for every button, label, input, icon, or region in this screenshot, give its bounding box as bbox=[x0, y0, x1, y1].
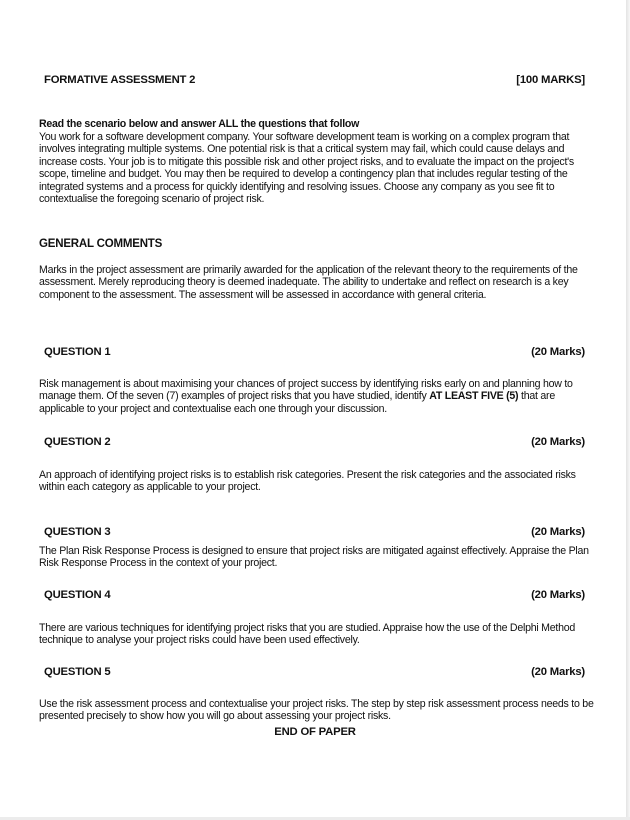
question-4-text: There are various techniques for identifying project risks that you are studied. Appraise how the use of the Delphi Method technique to analyse your project risks could have been used effectively. bbox=[39, 622, 575, 647]
scenario-heading: Read the scenario below and answer ALL the questions that follow bbox=[39, 118, 360, 130]
total-marks: [100 MARKS] bbox=[516, 74, 585, 86]
question-1-emphasis: AT LEAST FIVE (5) bbox=[429, 390, 519, 403]
question-4-marks: (20 Marks) bbox=[531, 589, 585, 601]
question-5-label: QUESTION 5 bbox=[44, 666, 111, 678]
question-1-text-part: Risk management is about maximising your chances of project success by identifying risks early on and planning how to manage them. Of the seven (7) examples of project risks that you have studied, identify bbox=[39, 378, 573, 403]
page-edge-shadow bbox=[626, 0, 630, 820]
question-3-label: QUESTION 3 bbox=[44, 526, 111, 538]
general-comments-text: Marks in the project assessment are primarily awarded for the application of the relevant theory to the requirements of the assessment. Merely reproducing theory is deemed inadequate. The ability to undertake and reflect on research is a key component to the assessment. The assessment will be assessed in accordance with general criteria. bbox=[39, 264, 578, 301]
question-1-label: QUESTION 1 bbox=[44, 346, 111, 358]
question-2-header bbox=[44, 436, 585, 448]
question-4-header bbox=[44, 589, 585, 601]
question-3-header bbox=[44, 526, 585, 538]
question-3-marks: (20 Marks) bbox=[531, 526, 585, 538]
question-1-marks: (20 Marks) bbox=[531, 346, 585, 358]
scenario-text: You work for a software development company. Your software development team is working on a complex program that involves integrating multiple systems. One potential risk is that a critical system may fail, which could cause delays and increase costs. Your job is to mitigate this possible risk and other project risks, and to evaluate the impact on the project's scope, timeline and budget. You may then be required to develop a contingency plan that includes regular testing of the integrated systems and a process for quickly identifying and resolving issues. Choose any company as you see fit to contextualise the foregoing scenario of project risk. bbox=[39, 131, 574, 206]
question-5-text: Use the risk assessment process and contextualise your project risks. The step by step risk assessment process needs to be presented precisely to show how you will go about assessing your project risks. bbox=[39, 698, 594, 723]
question-5-marks: (20 Marks) bbox=[531, 666, 585, 678]
question-3-text: The Plan Risk Response Process is designed to ensure that project risks are mitigated against effectively. Appraise the Plan Risk Response Process in the context of your project. bbox=[39, 545, 589, 570]
question-2-text: An approach of identifying project risks is to establish risk categories. Present the risk categories and the associated risks within each category as applicable to your project. bbox=[39, 469, 576, 494]
question-1-header bbox=[44, 346, 585, 358]
assessment-title: FORMATIVE ASSESSMENT 2 bbox=[44, 74, 196, 86]
question-1-text bbox=[39, 378, 595, 415]
question-4-label: QUESTION 4 bbox=[44, 589, 111, 601]
question-2-marks: (20 Marks) bbox=[531, 436, 585, 448]
question-1-text-part: that are applicable to your project and contextualise each one through your discussion. bbox=[39, 390, 555, 415]
general-comments-heading: GENERAL COMMENTS bbox=[39, 238, 163, 250]
question-2-label: QUESTION 2 bbox=[44, 436, 111, 448]
end-of-paper: END OF PAPER bbox=[274, 726, 356, 738]
assessment-header bbox=[44, 74, 585, 86]
question-5-header bbox=[44, 666, 585, 678]
